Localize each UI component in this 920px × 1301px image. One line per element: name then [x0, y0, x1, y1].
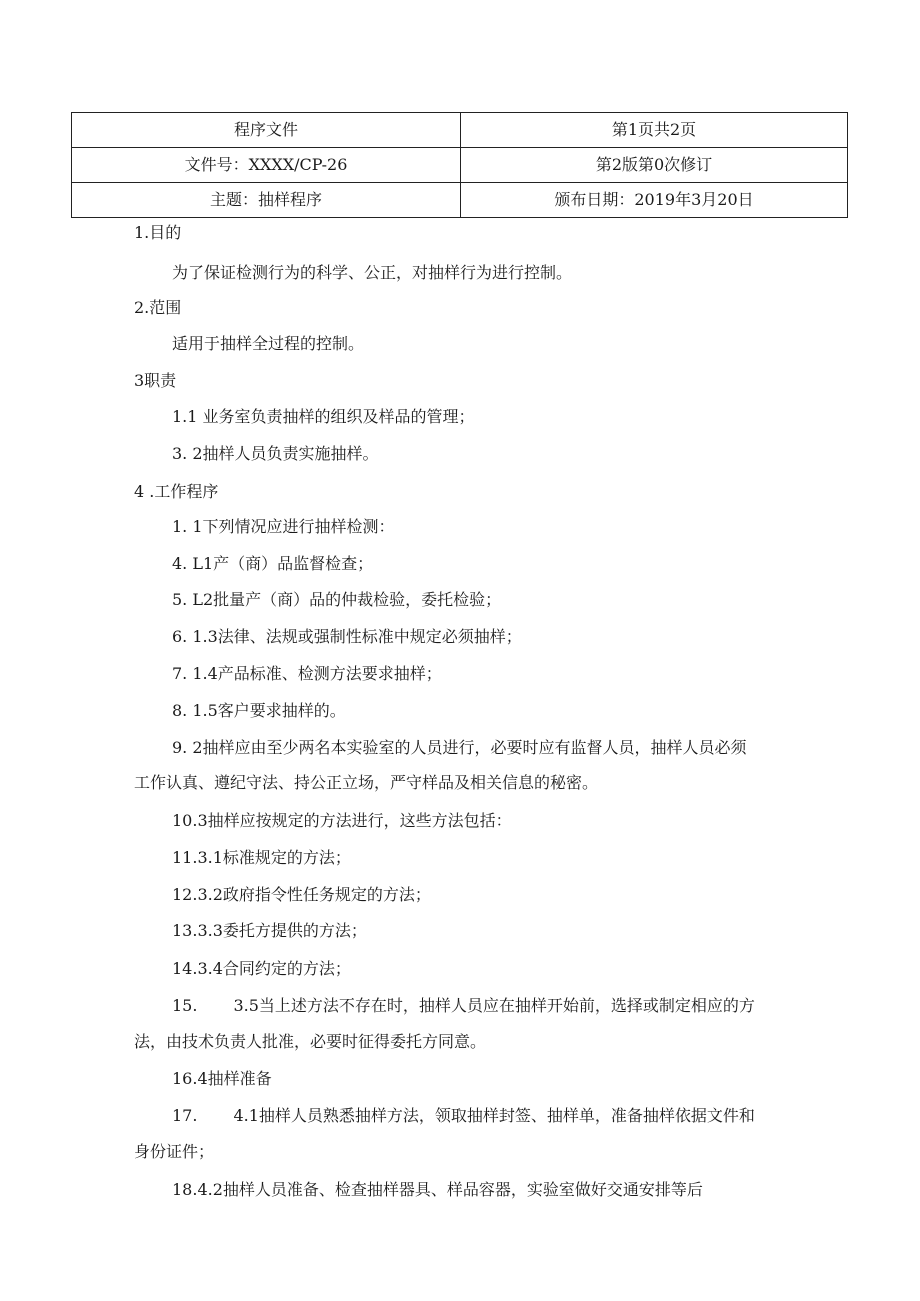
list-item [172, 995, 755, 1017]
header-row [72, 183, 848, 218]
list-item-continuation: 身份证件； [134, 1142, 215, 1161]
list-item-number: 15. [172, 996, 198, 1015]
list-item: 8. 1.5客户要求抽样的。 [172, 701, 346, 720]
list-item-text: 3.5当上述方法不存在时，抽样人员应在抽样开始前，选择或制定相应的方 [233, 996, 755, 1015]
list-item: 11.3.1标准规定的方法； [172, 848, 351, 867]
list-item: 14.3.4合同约定的方法； [172, 959, 351, 978]
list-item-text: 4.1抽样人员熟悉抽样方法，领取抽样封签、抽样单，准备抽样依据文件和 [233, 1106, 755, 1125]
section-heading-scope: 2.范围 [134, 298, 182, 317]
paragraph: 为了保证检测行为的科学、公正，对抽样行为进行控制。 [172, 263, 573, 282]
header-row [72, 148, 848, 183]
list-item: 7. 1.4产品标准、检测方法要求抽样； [172, 664, 442, 683]
issue-date: 颁布日期：2019年3月20日 [461, 183, 848, 218]
list-item: 10.3抽样应按规定的方法进行，这些方法包括： [172, 811, 512, 830]
list-item: 16.4抽样准备 [172, 1069, 272, 1088]
page-number: 第1页共2页 [461, 113, 848, 148]
document-number: 文件号：XXXX/CP-26 [72, 148, 461, 183]
document-header-table [71, 112, 848, 218]
list-item-continuation: 工作认真、遵纪守法、持公正立场，严守样品及相关信息的秘密。 [134, 773, 599, 792]
document-type: 程序文件 [72, 113, 461, 148]
list-item: 1.1 业务室负责抽样的组织及样品的管理； [172, 407, 475, 426]
list-item: 18.4.2抽样人员准备、检查抽样器具、样品容器，实验室做好交通安排等后 [172, 1180, 703, 1199]
section-heading-procedure: 4 .工作程序 [134, 482, 219, 501]
document-subject: 主题：抽样程序 [72, 183, 461, 218]
list-item: 1. 1下列情况应进行抽样检测： [172, 517, 395, 536]
header-row [72, 113, 848, 148]
list-item: 3. 2抽样人员负责实施抽样。 [172, 444, 379, 463]
list-item: 13.3.3委托方提供的方法； [172, 921, 367, 940]
list-item [172, 1105, 755, 1127]
paragraph: 适用于抽样全过程的控制。 [172, 334, 365, 353]
list-item-number: 17. [172, 1106, 198, 1125]
section-heading-responsibilities: 3职责 [134, 371, 177, 390]
list-item: 9. 2抽样应由至少两名本实验室的人员进行，必要时应有监督人员，抽样人员必须 [172, 738, 747, 757]
list-item: 6. 1.3法律、法规或强制性标准中规定必须抽样； [172, 627, 522, 646]
list-item: 5. L2批量产（商）品的仲裁检验，委托检验； [172, 590, 502, 609]
list-item: 12.3.2政府指令性任务规定的方法； [172, 885, 431, 904]
revision-info: 第2版第0次修订 [461, 148, 848, 183]
section-heading-purpose: 1.目的 [134, 223, 182, 242]
list-item: 4. L1产（商）品监督检查； [172, 554, 374, 573]
list-item-continuation: 法，由技术负责人批准，必要时征得委托方同意。 [134, 1032, 487, 1051]
